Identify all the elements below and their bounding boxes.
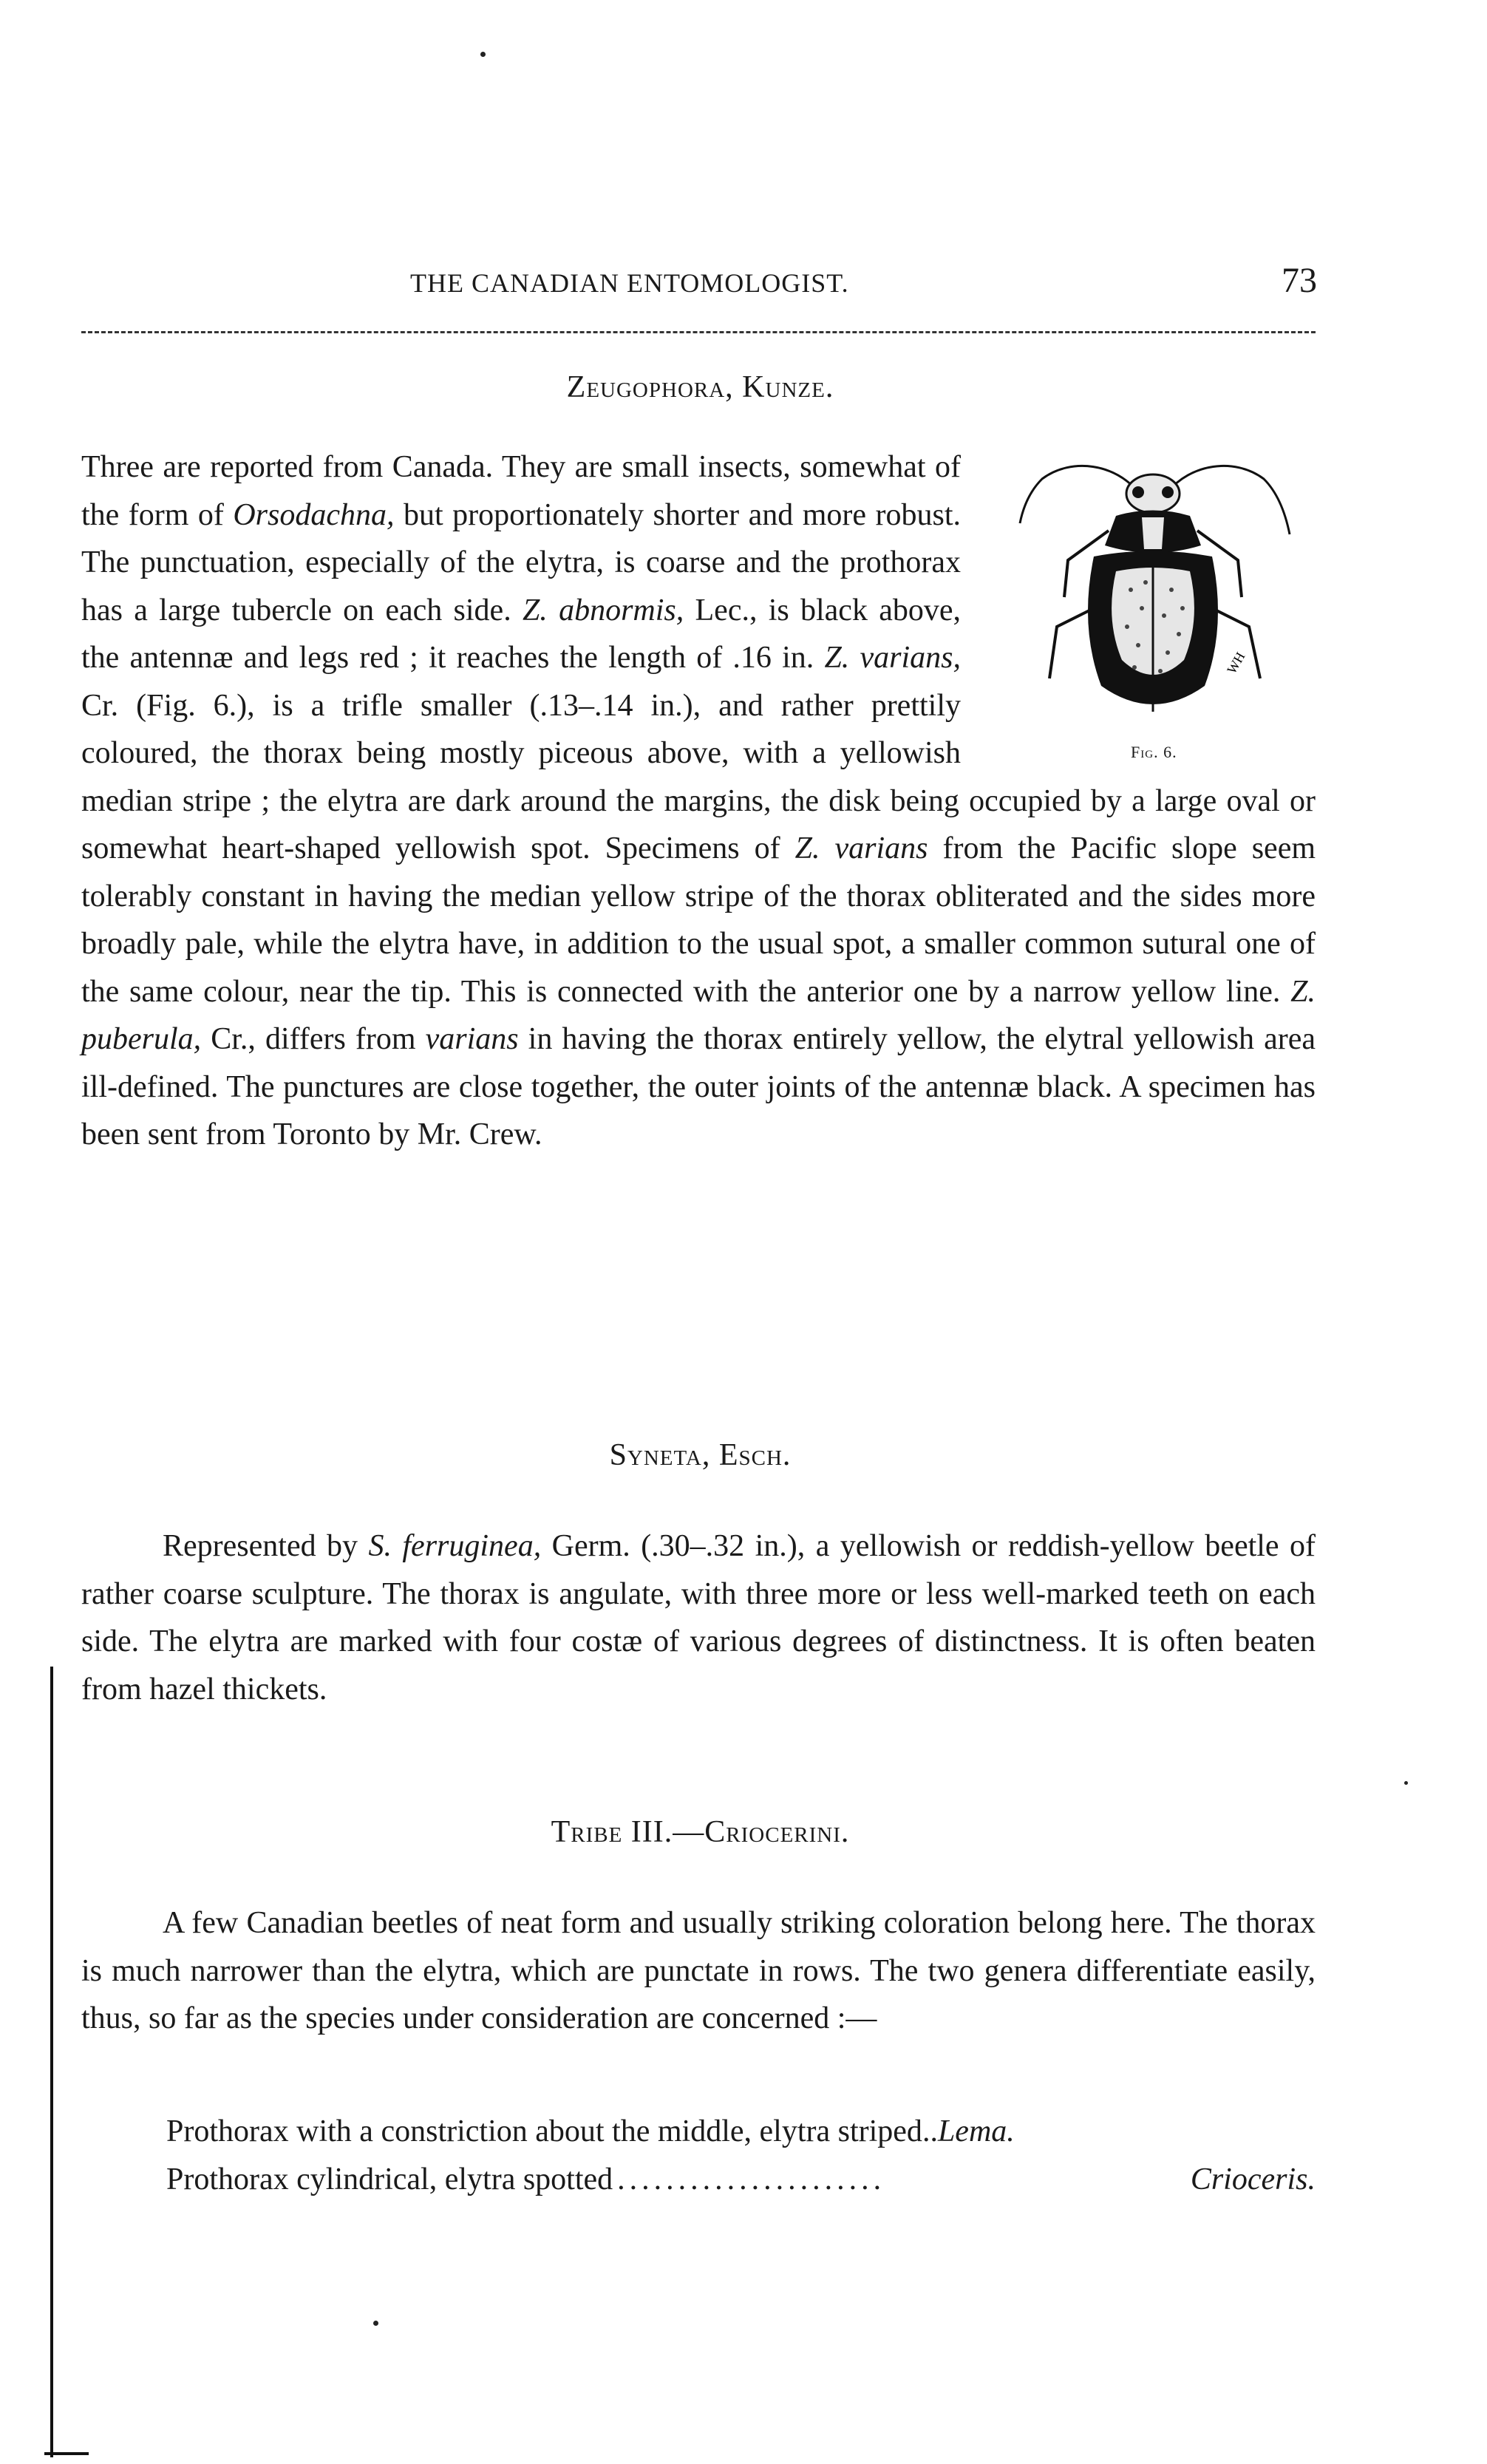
text-run: Germ. (.30–.32 in.), a yellowish or reddish-yellow beetle of rather coarse sculpture. The thorax is angulate, with three more or less well-marked teeth on each side. The elytra are marked with four costæ of various degrees of distinctness. It is often beaten from hazel thickets.	[81, 1529, 1316, 1706]
key-line-lema	[166, 2114, 1316, 2149]
key-line-crioceris	[166, 2162, 1316, 2197]
text-run: in having the thorax entirely yellow, the elytral yellowish area ill-defined. The punctures are close together, the outer joints of the antennæ black. A specimen has been sent from Toronto by Mr. Crew.	[81, 1022, 1316, 1151]
margin-binding-line	[50, 1667, 53, 2457]
text-run: Represented by	[163, 1529, 369, 1563]
key-text: Prothorax with a constriction about the middle, elytra striped	[166, 2114, 922, 2148]
text-run: but proportionately shorter and more robust. The punctuation, especially of the elytra, is coarse and the prothorax has a large tubercle on each side.	[81, 497, 961, 627]
taxon-name: Z. puberula,	[81, 974, 1316, 1056]
page-number: 73	[1282, 261, 1317, 300]
key-genus: Lema.	[937, 2114, 1015, 2148]
taxon-name: Orsodachna,	[233, 497, 395, 532]
key-text: Prothorax cylindrical, elytra spotted	[166, 2162, 613, 2196]
paragraph-zeugophora	[81, 443, 1316, 1159]
taxon-name: S. ferruginea,	[368, 1529, 542, 1563]
bottom-speck	[373, 2321, 378, 2326]
text-run: from the Pacific slope seem tolerably constant in having the median yellow stripe of the thorax obliterated and the sides more broadly pale, while the elytra have, in addition to the usual spot, a smaller common sutural one of the same colour, near the tip. This is connected with the anterior one by a narrow yellow line.	[81, 831, 1316, 1009]
text-run: Lec., is black above, the antennæ and legs red ; it reaches the length of .16 in.	[81, 593, 961, 675]
figure-signature: WH	[1224, 650, 1248, 676]
figure-caption: Fig. 6.	[1131, 743, 1177, 761]
heading-zeugophora: Zeugophora, Kunze.	[566, 370, 834, 404]
text-run: Cr., differs from	[201, 1022, 426, 1056]
running-title: THE CANADIAN ENTOMOLOGIST.	[410, 268, 849, 298]
taxon-name: Z. varians,	[824, 641, 961, 675]
paragraph-syneta	[81, 1522, 1316, 1713]
text-run: Cr. (Fig. 6.), is a trifle smaller (.13–.14 in.), and rather prettily coloured, the thorax being mostly piceous above, with a yellowish median stripe ; the elytra are dark around the margins, the disk being occupied by a large oval or somewhat heart-shaped yellowish spot. Specimens of	[81, 688, 1316, 865]
right-speck	[1404, 1781, 1408, 1785]
figure-6	[990, 435, 1316, 761]
taxon-name: Z. varians	[794, 831, 928, 865]
heading-syneta: Syneta, Esch.	[609, 1438, 792, 1472]
top-speck	[480, 52, 486, 57]
key-genus: Crioceris.	[1190, 2162, 1316, 2196]
header-rule	[81, 331, 1316, 333]
paragraph-criocerini	[81, 1899, 1316, 2043]
text-run: Three are reported from Canada. They are small insects, somewhat of the form of	[81, 450, 961, 532]
taxon-name: varians	[425, 1022, 519, 1056]
key-dots: ......................	[617, 2162, 886, 2196]
running-head	[81, 261, 1317, 310]
heading-criocerini: Tribe III.—Criocerini.	[551, 1815, 850, 1849]
text-run: A few Canadian beetles of neat form and usually striking coloration belong here. The thorax is much narrower than the elytra, which are punctate in rows. The two genera differentiate easily, thus, so far as the species under consideration are concerned :—	[81, 1906, 1316, 2035]
key-dots: ..	[922, 2114, 938, 2148]
margin-binding-foot	[44, 2452, 89, 2455]
taxon-name: Z. abnormis,	[522, 593, 684, 627]
beetle-illustration	[990, 435, 1316, 730]
